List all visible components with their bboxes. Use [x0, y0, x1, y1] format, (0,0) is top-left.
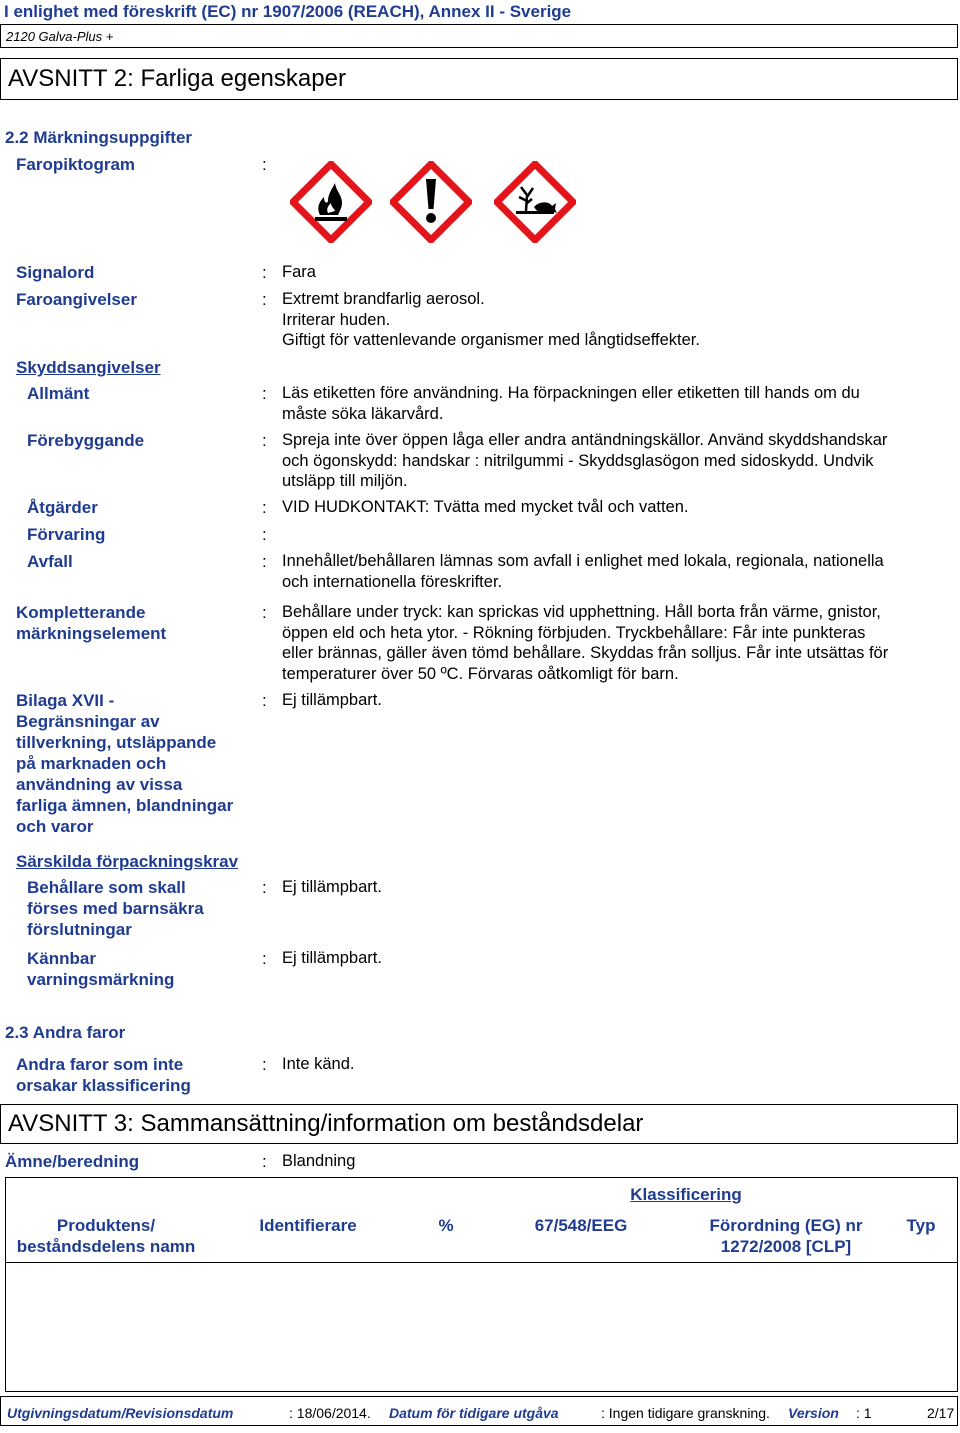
- text-line: öppen eld och heta ytor. - Rökning förbjuden. Tryckbehållare: Får inte punkteras: [282, 623, 866, 642]
- colon: :: [262, 384, 267, 403]
- footer-version-label: Version: [788, 1405, 839, 1421]
- colon: :: [262, 691, 267, 710]
- andra-faror-label: [16, 1054, 191, 1096]
- text-line: Innehållet/behållaren lämnas som avfall i enlighet med lokala, regionala, nationella: [282, 552, 884, 570]
- forebyggande-label: Förebyggande: [27, 431, 145, 450]
- signalord-value: Fara: [282, 263, 316, 281]
- amne-beredning-label: Ämne/beredning: [5, 1152, 140, 1171]
- column-header-percent: %: [438, 1216, 454, 1235]
- product-name-box: [0, 24, 958, 48]
- colon: :: [262, 263, 267, 282]
- text-line: Spreja inte över öppen låga eller andra antändningskällor. Använd skyddshandskar: [282, 431, 888, 449]
- footer-page-number: 2/17: [927, 1405, 955, 1421]
- label-line: tillverkning, utsläppande: [16, 733, 217, 752]
- section-3-header: [0, 1104, 958, 1144]
- label-line: förses med barnsäkra: [27, 899, 204, 918]
- flame-pictogram-icon: [290, 161, 372, 243]
- footer: [0, 1396, 958, 1426]
- text-line: Irriterar huden.: [282, 310, 391, 329]
- product-name: 2120 Galva-Plus +: [6, 29, 114, 44]
- header-line: beståndsdelens namn: [16, 1237, 196, 1256]
- subheading-2-3: 2.3 Andra faror: [5, 1023, 126, 1042]
- faroangivelser-values: [282, 289, 700, 351]
- text-line: Läs etiketten före användning. Ha förpackningen eller etiketten till hands om du: [282, 384, 860, 402]
- document-title: I enlighet med föreskrift (EC) nr 1907/2006 (REACH), Annex II - Sverige: [4, 2, 572, 21]
- amne-beredning-value: Blandning: [282, 1152, 356, 1170]
- label-line: på marknaden och: [16, 754, 167, 773]
- label-line: varningsmärkning: [27, 970, 175, 989]
- composition-table: [5, 1177, 958, 1392]
- kompletterande-values: [282, 602, 888, 684]
- text-line: måste söka läkarvård.: [282, 404, 444, 423]
- forvaring-label: Förvaring: [27, 525, 106, 544]
- text-line: och internationella föreskrifter.: [282, 572, 503, 591]
- bilaga-xvii-value: Ej tillämpbart.: [282, 691, 382, 709]
- faroangivelser-label: Faroangivelser: [16, 290, 137, 309]
- kannbar-value: Ej tillämpbart.: [282, 949, 382, 967]
- column-header-typ: Typ: [906, 1216, 936, 1235]
- text-line: utsläpp till miljön.: [282, 472, 408, 490]
- environment-pictogram-icon: [494, 161, 576, 243]
- footer-previous-value: : Ingen tidigare granskning.: [601, 1405, 770, 1421]
- header-line: 1272/2008 [CLP]: [720, 1237, 852, 1256]
- barnsakra-value: Ej tillämpbart.: [282, 878, 382, 896]
- column-header-67-548-eeg: 67/548/EEG: [534, 1216, 628, 1235]
- colon: :: [262, 498, 267, 517]
- allmant-label: Allmänt: [27, 384, 90, 403]
- label-line: och varor: [16, 817, 94, 836]
- label-line: användning av vissa: [16, 775, 183, 794]
- text-line: Extremt brandfarlig aerosol.: [282, 290, 485, 308]
- atgarder-label: Åtgärder: [27, 498, 98, 517]
- signalord-label: Signalord: [16, 263, 95, 282]
- label-line: Behållare som skall: [27, 878, 186, 897]
- column-header-name: [8, 1215, 204, 1257]
- colon: :: [262, 552, 267, 571]
- bilaga-xvii-label: [16, 690, 233, 837]
- colon: :: [262, 1055, 267, 1074]
- column-header-identifierare: Identifierare: [259, 1216, 357, 1235]
- text-line: Giftigt för vattenlevande organismer med långtidseffekter.: [282, 331, 700, 349]
- colon: :: [262, 603, 267, 622]
- footer-date-label: Utgivningsdatum/Revisionsdatum: [7, 1405, 234, 1421]
- forebyggande-values: [282, 430, 887, 492]
- label-line: farliga ämnen, blandningar: [16, 796, 234, 815]
- atgarder-value: VID HUDKONTAKT: Tvätta med mycket tvål och vatten.: [282, 498, 689, 516]
- header-line: Produktens/: [56, 1216, 156, 1235]
- sarskilda-forpackningskrav-heading: Särskilda förpackningskrav: [16, 852, 239, 871]
- exclamation-pictogram-icon: [390, 161, 472, 243]
- column-header-clp: [676, 1215, 896, 1257]
- subheading-2-2: 2.2 Märkningsuppgifter: [5, 128, 193, 147]
- colon: :: [262, 525, 267, 544]
- allmant-values: [282, 383, 860, 424]
- footer-date-value: : 18/06/2014.: [289, 1405, 371, 1421]
- label-line: Kännbar: [27, 949, 96, 968]
- label-line: märkningselement: [16, 624, 167, 643]
- section-3-title: AVSNITT 3: Sammansättning/information om beståndsdelar: [8, 1110, 644, 1137]
- label-line: Andra faror som inte: [16, 1055, 184, 1074]
- faropiktogram-label: Faropiktogram: [16, 155, 136, 174]
- text-line: temperaturer över 50 ºC. Förvaras oåtkomligt för barn.: [282, 664, 679, 683]
- text-line: och ögonskydd: handskar : nitrilgummi - Skyddsglasögon med sidoskydd. Undvik: [282, 451, 874, 470]
- skyddsangivelser-heading: Skyddsangivelser: [16, 358, 161, 377]
- kompletterande-label: [16, 602, 166, 644]
- colon: :: [262, 290, 267, 309]
- colon: :: [262, 155, 267, 174]
- section-2-header: [0, 58, 958, 100]
- text-line: eller brännas, gäller även tömd behållare. Skyddas från solljus. Får inte utsättas för: [282, 644, 889, 662]
- colon: :: [262, 1152, 267, 1171]
- footer-version-value: : 1: [856, 1405, 872, 1421]
- avfall-label: Avfall: [27, 552, 73, 571]
- colon: :: [262, 431, 267, 450]
- andra-faror-value: Inte känd.: [282, 1055, 355, 1073]
- text-line: Behållare under tryck: kan sprickas vid upphettning. Håll borta från värme, gnistor,: [282, 603, 881, 621]
- label-line: Kompletterande: [16, 603, 146, 622]
- label-line: Begränsningar av: [16, 712, 160, 731]
- label-line: orsakar klassificering: [16, 1076, 191, 1095]
- avfall-values: [282, 551, 884, 592]
- colon: :: [262, 949, 267, 968]
- barnsakra-label: [27, 877, 204, 940]
- label-line: förslutningar: [27, 920, 132, 939]
- section-2-title: AVSNITT 2: Farliga egenskaper: [8, 65, 346, 92]
- footer-previous-label: Datum för tidigare utgåva: [389, 1405, 559, 1421]
- header-line: Förordning (EG) nr: [709, 1216, 863, 1235]
- kannbar-label: [27, 948, 174, 990]
- label-line: Bilaga XVII -: [16, 691, 115, 710]
- klassificering-header: Klassificering: [630, 1185, 742, 1204]
- table-divider: [6, 1262, 957, 1263]
- colon: :: [262, 878, 267, 897]
